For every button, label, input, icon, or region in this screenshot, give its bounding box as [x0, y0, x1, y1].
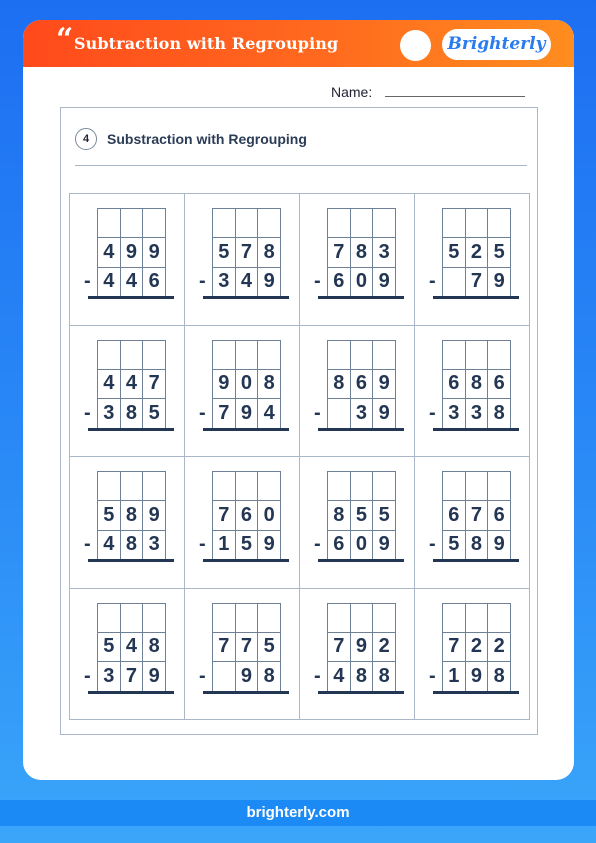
- minuend-digit: 2: [373, 633, 396, 662]
- minuend-digit: 9: [143, 238, 166, 267]
- minuend-digit: 8: [143, 633, 166, 662]
- regroup-cell: [121, 209, 144, 238]
- subtrahend-digit: 4: [121, 268, 144, 297]
- subtrahend-digit: 8: [466, 531, 489, 560]
- minuend-digit: 9: [351, 633, 374, 662]
- subtrahend-digit: 4: [236, 268, 259, 297]
- minuend-digit: 7: [143, 370, 166, 399]
- answer-line: [203, 296, 289, 299]
- answer-line: [203, 559, 289, 562]
- digit-grid: [212, 603, 281, 692]
- minuend-digit: 2: [466, 633, 489, 662]
- regroup-cell: [466, 341, 489, 370]
- subtrahend-digit: 9: [258, 268, 281, 297]
- regroup-cell: [443, 472, 466, 501]
- regroup-cell: [488, 209, 511, 238]
- minus-sign: -: [429, 401, 436, 424]
- regroup-cell: [98, 341, 121, 370]
- regroup-cell: [351, 472, 374, 501]
- digit-grid: [212, 208, 281, 297]
- subtrahend-digit: 8: [373, 662, 396, 691]
- minuend-digit: 7: [443, 633, 466, 662]
- minuend-digit: 7: [328, 633, 351, 662]
- digit-grid: [442, 340, 511, 429]
- header-banner: [23, 20, 574, 67]
- answer-line: [433, 559, 519, 562]
- minuend-digit: 7: [236, 633, 259, 662]
- worksheet-title: Subtraction with Regrouping: [74, 34, 339, 53]
- subtrahend-digit: 1: [443, 662, 466, 691]
- subtrahend-digit: 8: [121, 399, 144, 428]
- name-label: Name:: [331, 84, 373, 100]
- regroup-cell: [258, 341, 281, 370]
- minuend-digit: 6: [351, 370, 374, 399]
- minuend-digit: 5: [98, 633, 121, 662]
- subtrahend-digit: 9: [236, 399, 259, 428]
- name-write-line: [385, 96, 525, 97]
- regroup-cell: [143, 341, 166, 370]
- answer-line: [318, 296, 404, 299]
- regroup-cell: [443, 341, 466, 370]
- subtrahend-digit: 9: [236, 662, 259, 691]
- regroup-cell: [236, 472, 259, 501]
- regroup-cell: [373, 341, 396, 370]
- subtrahend-digit: 8: [351, 662, 374, 691]
- minuend-digit: 8: [466, 370, 489, 399]
- subtrahend-digit: [328, 399, 351, 428]
- minuend-digit: 7: [236, 238, 259, 267]
- regroup-cell: [443, 209, 466, 238]
- regroup-cell: [98, 209, 121, 238]
- regroup-cell: [488, 604, 511, 633]
- subtraction-problem: [415, 194, 530, 326]
- minuend-digit: 7: [466, 501, 489, 530]
- subtrahend-digit: 9: [373, 268, 396, 297]
- subtraction-problem: [415, 589, 530, 721]
- digit-grid: [97, 208, 166, 297]
- answer-line: [433, 691, 519, 694]
- subtraction-problem: [300, 457, 415, 589]
- minus-sign: -: [84, 533, 91, 555]
- regroup-cell: [488, 472, 511, 501]
- regroup-cell: [351, 604, 374, 633]
- subtrahend-digit: 7: [466, 268, 489, 297]
- answer-line: [203, 691, 289, 694]
- regroup-cell: [328, 209, 351, 238]
- subtrahend-digit: 3: [443, 399, 466, 428]
- regroup-cell: [466, 209, 489, 238]
- regroup-cell: [258, 209, 281, 238]
- subtrahend-digit: 7: [121, 662, 144, 691]
- subtrahend-digit: 4: [328, 662, 351, 691]
- minuend-digit: 9: [121, 238, 144, 267]
- subtrahend-digit: 0: [351, 531, 374, 560]
- regroup-cell: [121, 472, 144, 501]
- subtrahend-digit: 3: [213, 268, 236, 297]
- minus-sign: -: [84, 664, 91, 687]
- regroup-cell: [443, 604, 466, 633]
- regroup-cell: [121, 341, 144, 370]
- subtrahend-digit: 6: [328, 531, 351, 560]
- minuend-digit: 4: [121, 633, 144, 662]
- footer-website: brighterly.com: [0, 800, 596, 826]
- subtraction-problem: [185, 194, 300, 326]
- subtrahend-digit: 9: [143, 662, 166, 691]
- subtrahend-digit: 3: [351, 399, 374, 428]
- regroup-cell: [488, 341, 511, 370]
- subtrahend-digit: 9: [466, 662, 489, 691]
- subtrahend-digit: 3: [98, 399, 121, 428]
- subtrahend-digit: 8: [488, 399, 511, 428]
- regroup-cell: [213, 209, 236, 238]
- subtrahend-digit: 4: [98, 531, 121, 560]
- regroup-cell: [373, 209, 396, 238]
- subtrahend-digit: 3: [143, 531, 166, 560]
- minuend-digit: 8: [351, 238, 374, 267]
- subtraction-problem: [185, 457, 300, 589]
- minuend-digit: 5: [488, 238, 511, 267]
- regroup-cell: [373, 472, 396, 501]
- regroup-cell: [143, 472, 166, 501]
- subtrahend-digit: 6: [143, 268, 166, 297]
- minus-sign: -: [314, 533, 321, 555]
- minuend-digit: 4: [121, 370, 144, 399]
- subtrahend-digit: 0: [351, 268, 374, 297]
- minus-sign: -: [429, 533, 436, 555]
- answer-line: [318, 428, 404, 431]
- minuend-digit: 4: [98, 238, 121, 267]
- digit-grid: [97, 340, 166, 429]
- minuend-digit: 6: [488, 501, 511, 530]
- subtrahend-digit: 8: [488, 662, 511, 691]
- minuend-digit: 5: [213, 238, 236, 267]
- digit-grid: [212, 471, 281, 560]
- minus-sign: -: [429, 270, 436, 292]
- section-divider: [75, 165, 527, 166]
- subtraction-problem: [185, 326, 300, 458]
- minuend-digit: 5: [351, 501, 374, 530]
- regroup-cell: [143, 209, 166, 238]
- regroup-cell: [328, 341, 351, 370]
- minuend-digit: 8: [258, 238, 281, 267]
- regroup-cell: [258, 604, 281, 633]
- regroup-cell: [351, 341, 374, 370]
- regroup-cell: [98, 604, 121, 633]
- minuend-digit: 0: [258, 501, 281, 530]
- subtrahend-digit: 9: [488, 268, 511, 297]
- minus-sign: -: [199, 533, 206, 555]
- minuend-digit: 7: [213, 633, 236, 662]
- regroup-cell: [351, 209, 374, 238]
- minus-sign: -: [199, 401, 206, 424]
- regroup-cell: [373, 604, 396, 633]
- answer-line: [433, 428, 519, 431]
- minus-sign: -: [199, 270, 206, 292]
- regroup-cell: [236, 341, 259, 370]
- regroup-cell: [236, 604, 259, 633]
- digit-grid: [212, 340, 281, 429]
- minuend-digit: 8: [328, 501, 351, 530]
- subtraction-problem: [185, 589, 300, 721]
- subtraction-problem: [70, 589, 185, 721]
- regroup-cell: [466, 472, 489, 501]
- minus-sign: -: [314, 664, 321, 687]
- subtrahend-digit: 7: [213, 399, 236, 428]
- subtraction-problem: [415, 457, 530, 589]
- subtrahend-digit: 5: [236, 531, 259, 560]
- subtrahend-digit: 9: [488, 531, 511, 560]
- subtrahend-digit: 9: [373, 399, 396, 428]
- regroup-cell: [328, 604, 351, 633]
- circle-decoration: [400, 30, 431, 61]
- subtraction-problem: [300, 589, 415, 721]
- minuend-digit: 9: [373, 370, 396, 399]
- section-title: Substraction with Regrouping: [107, 131, 307, 147]
- minuend-digit: 8: [328, 370, 351, 399]
- subtrahend-digit: [213, 662, 236, 691]
- digit-grid: [442, 208, 511, 297]
- minuend-digit: 8: [121, 501, 144, 530]
- subtrahend-digit: 5: [143, 399, 166, 428]
- minuend-digit: 5: [373, 501, 396, 530]
- minuend-digit: 6: [236, 501, 259, 530]
- minuend-digit: 3: [373, 238, 396, 267]
- answer-line: [88, 296, 174, 299]
- regroup-cell: [258, 472, 281, 501]
- subtraction-problem: [70, 326, 185, 458]
- minus-sign: -: [429, 664, 436, 687]
- minuend-digit: 6: [443, 370, 466, 399]
- quote-mark-icon: “: [56, 22, 74, 57]
- minus-sign: -: [314, 270, 321, 292]
- subtrahend-digit: 5: [443, 531, 466, 560]
- digit-grid: [97, 471, 166, 560]
- regroup-cell: [213, 604, 236, 633]
- digit-grid: [442, 603, 511, 692]
- digit-grid: [442, 471, 511, 560]
- subtrahend-digit: 6: [328, 268, 351, 297]
- regroup-cell: [121, 604, 144, 633]
- regroup-cell: [213, 341, 236, 370]
- subtrahend-digit: 8: [258, 662, 281, 691]
- regroup-cell: [98, 472, 121, 501]
- regroup-cell: [213, 472, 236, 501]
- digit-grid: [327, 603, 396, 692]
- minuend-digit: 9: [143, 501, 166, 530]
- subtrahend-digit: 4: [258, 399, 281, 428]
- subtraction-problem: [415, 326, 530, 458]
- subtrahend-digit: 8: [121, 531, 144, 560]
- subtraction-problem: [300, 326, 415, 458]
- minuend-digit: 0: [236, 370, 259, 399]
- digit-grid: [327, 471, 396, 560]
- regroup-cell: [466, 604, 489, 633]
- minuend-digit: 8: [258, 370, 281, 399]
- subtraction-problem: [70, 457, 185, 589]
- answer-line: [318, 559, 404, 562]
- minus-sign: -: [314, 401, 321, 424]
- minuend-digit: 2: [466, 238, 489, 267]
- minuend-digit: 6: [488, 370, 511, 399]
- minuend-digit: 4: [98, 370, 121, 399]
- subtraction-problem: [70, 194, 185, 326]
- subtrahend-digit: 1: [213, 531, 236, 560]
- minuend-digit: 2: [488, 633, 511, 662]
- answer-line: [318, 691, 404, 694]
- minus-sign: -: [199, 664, 206, 687]
- answer-line: [88, 428, 174, 431]
- digit-grid: [327, 208, 396, 297]
- worksheet-card: [23, 20, 574, 780]
- minuend-digit: 7: [213, 501, 236, 530]
- answer-line: [88, 559, 174, 562]
- problem-grid: [69, 193, 530, 720]
- regroup-cell: [236, 209, 259, 238]
- subtraction-problem: [300, 194, 415, 326]
- subtrahend-digit: 4: [98, 268, 121, 297]
- minuend-digit: 5: [98, 501, 121, 530]
- digit-grid: [97, 603, 166, 692]
- minuend-digit: 6: [443, 501, 466, 530]
- subtrahend-digit: 9: [373, 531, 396, 560]
- regroup-cell: [143, 604, 166, 633]
- digit-grid: [327, 340, 396, 429]
- answer-line: [88, 691, 174, 694]
- minuend-digit: 5: [443, 238, 466, 267]
- minus-sign: -: [84, 401, 91, 424]
- subtrahend-digit: 3: [98, 662, 121, 691]
- answer-line: [203, 428, 289, 431]
- section-number-badge: 4: [75, 128, 97, 150]
- subtrahend-digit: [443, 268, 466, 297]
- subtrahend-digit: 3: [466, 399, 489, 428]
- subtrahend-digit: 9: [258, 531, 281, 560]
- exercise-sheet: [60, 107, 538, 735]
- minuend-digit: 7: [328, 238, 351, 267]
- brighterly-logo: Brighterly: [442, 29, 551, 60]
- minuend-digit: 5: [258, 633, 281, 662]
- minus-sign: -: [84, 270, 91, 292]
- regroup-cell: [328, 472, 351, 501]
- answer-line: [433, 296, 519, 299]
- minuend-digit: 9: [213, 370, 236, 399]
